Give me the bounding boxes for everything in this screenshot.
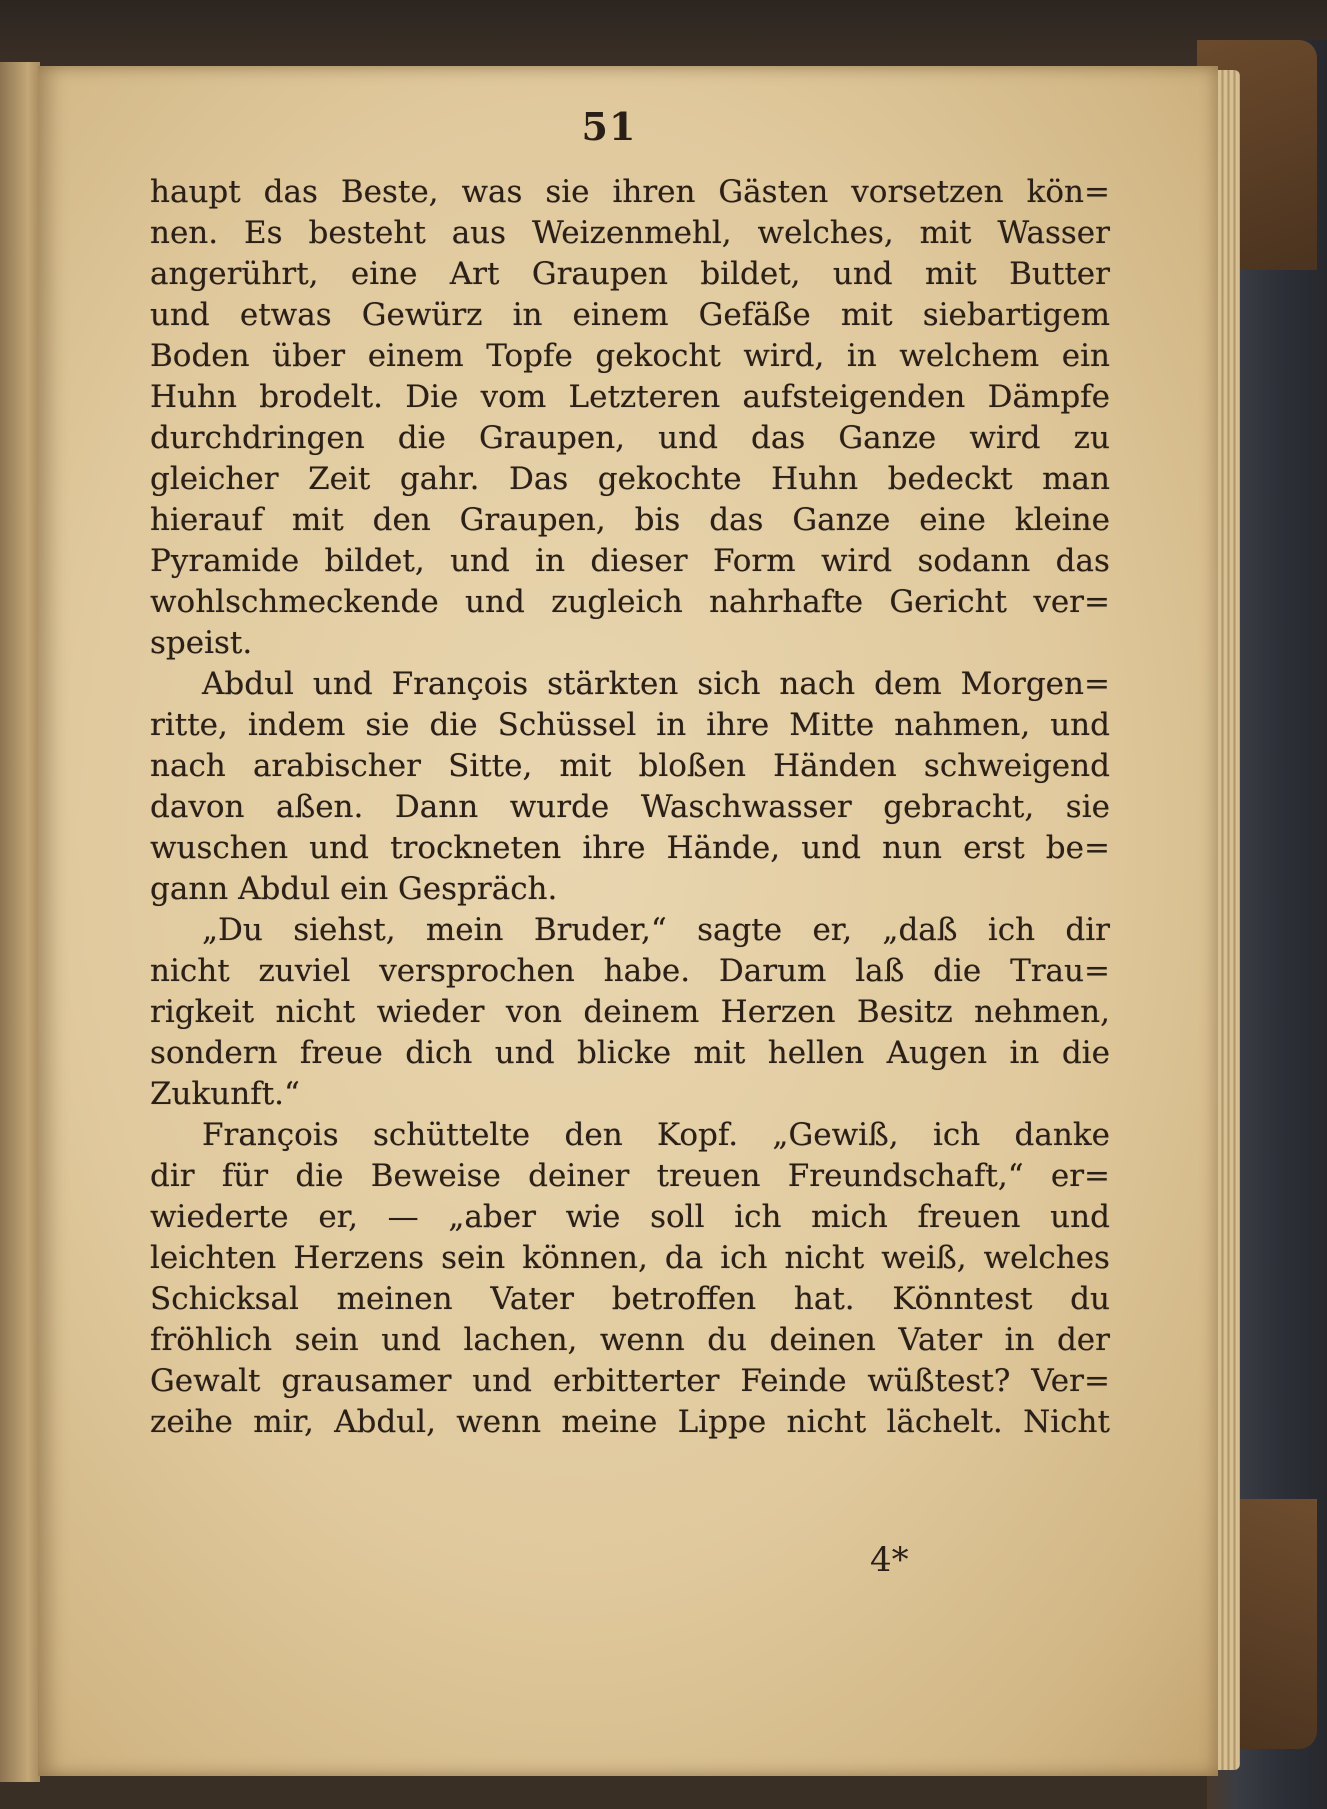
text-line	[150, 705, 1110, 746]
word: das	[709, 502, 764, 538]
word: laß	[855, 953, 905, 989]
word: du	[1070, 1281, 1110, 1317]
word: und	[658, 420, 718, 456]
word: bloßen	[638, 748, 746, 784]
word: stärkten	[547, 666, 679, 702]
word: einem	[572, 297, 669, 333]
word: mein	[425, 912, 504, 948]
word: François	[202, 1117, 339, 1153]
word: angerührt,	[150, 256, 319, 292]
word: das	[1055, 543, 1110, 579]
word: Sitte,	[448, 748, 533, 784]
word: weiß,	[881, 1240, 967, 1276]
word: Dämpfe	[987, 379, 1110, 415]
word: in	[1004, 1322, 1035, 1358]
word: welchem	[899, 338, 1040, 374]
word: aus	[451, 215, 507, 251]
word: die	[397, 420, 446, 456]
word: in	[846, 338, 877, 374]
text-line	[150, 172, 1110, 213]
word: ihre	[706, 707, 770, 743]
word: er=	[1050, 1158, 1110, 1194]
word: brodelt.	[259, 379, 383, 415]
word: Besitz	[856, 994, 953, 1030]
word: was	[461, 174, 523, 210]
word: wüßtest?	[867, 1363, 1011, 1399]
word: mich	[811, 1199, 888, 1235]
word: vom	[480, 379, 547, 415]
word: Herzens	[293, 1240, 425, 1276]
word: Zukunft.“	[150, 1076, 300, 1112]
word: hat.	[793, 1281, 855, 1317]
word: das	[263, 174, 318, 210]
word: „daß	[882, 912, 958, 948]
word: du	[707, 1322, 748, 1358]
word: Beste,	[340, 174, 439, 210]
word: und	[494, 1035, 555, 1071]
word: dem	[874, 666, 942, 702]
word: aufsteigenden	[742, 379, 966, 415]
word: Pyramide	[150, 543, 300, 579]
word: Freundschaft,“	[787, 1158, 1024, 1194]
text-line	[150, 500, 1110, 541]
word: durchdringen	[150, 420, 365, 456]
signature-mark: 4*	[870, 1540, 909, 1580]
word: mit	[840, 297, 893, 333]
word: sich	[697, 666, 761, 702]
word: Beweise	[370, 1158, 501, 1194]
word: Könntest	[892, 1281, 1033, 1317]
word: welches	[983, 1240, 1110, 1276]
word: deiner	[528, 1158, 630, 1194]
word: ihren	[612, 174, 696, 210]
word: „Du	[202, 912, 263, 948]
word: Gericht	[889, 584, 1007, 620]
word: sein	[294, 1322, 359, 1358]
word: Trau=	[1010, 953, 1110, 989]
text-line	[150, 787, 1110, 828]
word: und	[1050, 707, 1110, 743]
word: ritte,	[150, 707, 228, 743]
text-line	[150, 377, 1110, 418]
word: einem	[367, 338, 464, 374]
text-line	[150, 336, 1110, 377]
text-line	[150, 1238, 1110, 1279]
word: dich	[405, 1035, 473, 1071]
word: besteht	[308, 215, 426, 251]
word: Dann	[394, 789, 479, 825]
word: Lippe	[677, 1404, 767, 1440]
text-line	[150, 869, 1110, 910]
word: soll	[650, 1199, 705, 1235]
word: lachen,	[463, 1322, 578, 1358]
word: ich	[720, 1240, 768, 1276]
word: er,	[812, 912, 853, 948]
word: hellen	[767, 1035, 865, 1071]
text-line	[150, 582, 1110, 623]
word: dir	[150, 1158, 195, 1194]
word: Boden	[150, 338, 250, 374]
word: sodann	[917, 543, 1031, 579]
word: und	[312, 666, 373, 702]
facing-page-edge	[0, 62, 40, 1782]
word: rigkeit	[150, 994, 255, 1030]
word: Schicksal	[150, 1281, 299, 1317]
text-line	[150, 1115, 1110, 1156]
word: Wasser	[997, 215, 1110, 251]
word: wenn	[599, 1322, 685, 1358]
word: dieser	[590, 543, 688, 579]
word: Ganze	[792, 502, 891, 538]
word: meinen	[336, 1281, 453, 1317]
word: das	[751, 420, 806, 456]
word: Das	[508, 461, 569, 497]
word: und	[832, 256, 893, 292]
text-line	[150, 254, 1110, 295]
word: wieder	[376, 994, 485, 1030]
word: ver=	[1033, 584, 1110, 620]
word: nach	[779, 666, 856, 702]
text-line	[150, 295, 1110, 336]
word: Topfe	[486, 338, 573, 374]
word: kön=	[1026, 174, 1110, 210]
word: Herzen	[720, 994, 836, 1030]
text-line	[150, 992, 1110, 1033]
word: Graupen,	[478, 420, 626, 456]
word: danke	[1014, 1117, 1110, 1153]
word: schüttelte	[372, 1117, 531, 1153]
text-line	[150, 1033, 1110, 1074]
word: zu	[1073, 420, 1110, 456]
word: wohlschmeckende	[150, 584, 439, 620]
word: gleicher	[150, 461, 279, 497]
text-line	[150, 1320, 1110, 1361]
word: freue	[299, 1035, 383, 1071]
word: leichten	[150, 1240, 277, 1276]
word: versprochen	[379, 953, 575, 989]
word: sondern	[150, 1035, 278, 1071]
word: kleine	[1014, 502, 1110, 538]
word: Graupen,	[459, 502, 606, 538]
word: schweigend	[923, 748, 1110, 784]
word: habe.	[603, 953, 691, 989]
word: be=	[1045, 830, 1110, 866]
word: und	[309, 830, 369, 866]
word: ich	[932, 1117, 981, 1153]
word: und	[472, 1363, 533, 1399]
word: Bruder,“	[533, 912, 667, 948]
word: gekocht	[595, 338, 721, 374]
text-line	[150, 1361, 1110, 1402]
word: trockneten	[390, 830, 562, 866]
word: betroffen	[611, 1281, 757, 1317]
word: eine	[350, 256, 418, 292]
text-line	[150, 828, 1110, 869]
word: grausamer	[281, 1363, 452, 1399]
word: lächelt.	[886, 1404, 1003, 1440]
word: gekochte	[597, 461, 742, 497]
word: für	[221, 1158, 269, 1194]
word: die	[429, 707, 478, 743]
word: wie	[565, 1199, 621, 1235]
word: Abdul	[238, 871, 340, 907]
word: bildet,	[700, 256, 801, 292]
word: dir	[1065, 912, 1110, 948]
word: Die	[405, 379, 459, 415]
word: Augen	[886, 1035, 988, 1071]
word: nen.	[150, 215, 219, 251]
word: gann	[150, 871, 239, 907]
word: sein	[441, 1240, 506, 1276]
word: die	[933, 953, 982, 989]
word: Mitte	[789, 707, 875, 743]
word: da	[664, 1240, 704, 1276]
text-line	[150, 623, 1110, 664]
word: François	[391, 666, 529, 702]
word: „Gewiß,	[772, 1117, 899, 1153]
word: sie	[365, 707, 410, 743]
word: sagte	[697, 912, 783, 948]
text-line	[150, 910, 1110, 951]
word: wird	[821, 543, 893, 579]
word: Huhn	[771, 461, 859, 497]
word: mit	[925, 256, 977, 292]
word: Nicht	[1023, 1404, 1110, 1440]
word: der	[1056, 1322, 1110, 1358]
word: gebracht,	[883, 789, 1035, 825]
word: aßen.	[276, 789, 364, 825]
word: wurde	[509, 789, 610, 825]
word: sie	[545, 174, 590, 210]
word: von	[505, 994, 562, 1030]
word: vorsetzen	[851, 174, 1004, 210]
word: wird	[969, 420, 1041, 456]
text-line	[150, 951, 1110, 992]
word: Waschwasser	[640, 789, 852, 825]
word: nahrhafte	[709, 584, 864, 620]
word: nach	[150, 748, 226, 784]
word: blicke	[576, 1035, 672, 1071]
word: den	[372, 502, 431, 538]
word: Butter	[1009, 256, 1110, 292]
word: Vater	[490, 1281, 574, 1317]
word: Morgen=	[960, 666, 1110, 702]
word: und	[150, 297, 210, 333]
word: wenn	[456, 1404, 542, 1440]
word: Hände,	[666, 830, 781, 866]
word: erst	[963, 830, 1025, 866]
body-text	[150, 172, 1110, 1443]
text-line	[150, 746, 1110, 787]
word: die	[295, 1158, 344, 1194]
word: in	[512, 297, 543, 333]
word: wuschen	[150, 830, 289, 866]
word: mir,	[253, 1404, 314, 1440]
word: wird,	[743, 338, 825, 374]
text-line	[150, 1279, 1110, 1320]
word: Weizenmehl,	[531, 215, 732, 251]
word: „aber	[448, 1199, 536, 1235]
word: deinen	[769, 1322, 876, 1358]
word: nun	[882, 830, 943, 866]
word: nehmen,	[974, 994, 1110, 1030]
word: Ganze	[838, 420, 937, 456]
word: mit	[559, 748, 612, 784]
word: zuviel	[258, 953, 351, 989]
word: arabischer	[252, 748, 421, 784]
page-number: 51	[581, 104, 637, 149]
word: Zeit	[308, 461, 371, 497]
word: Kopf.	[657, 1117, 739, 1153]
word: ich	[987, 912, 1036, 948]
word: eine	[919, 502, 986, 538]
scanner-background	[0, 0, 1327, 70]
text-line	[150, 213, 1110, 254]
word: fröhlich	[150, 1322, 273, 1358]
word: Schüssel	[497, 707, 637, 743]
word: in	[1009, 1035, 1040, 1071]
word: über	[272, 338, 346, 374]
text-line	[150, 664, 1110, 705]
word: in	[535, 543, 566, 579]
word: und	[465, 584, 525, 620]
word: siehst,	[293, 912, 396, 948]
text-line	[150, 1074, 1110, 1115]
word: treuen	[656, 1158, 761, 1194]
word: Graupen	[531, 256, 668, 292]
word: Gewürz	[361, 297, 483, 333]
word: und	[450, 543, 510, 579]
word: Letzteren	[568, 379, 721, 415]
word: nicht	[784, 1240, 865, 1276]
word: nicht	[786, 1404, 867, 1440]
word: Abdul	[202, 666, 294, 702]
word: Feinde	[740, 1363, 847, 1399]
word: die	[1061, 1035, 1110, 1071]
word: gahr.	[399, 461, 480, 497]
word: Darum	[718, 953, 827, 989]
word: erbitterter	[552, 1363, 720, 1399]
word: indem	[247, 707, 346, 743]
word: Form	[712, 543, 796, 579]
word: man	[1042, 461, 1110, 497]
text-line	[150, 418, 1110, 459]
word: welches,	[757, 215, 894, 251]
word: nahmen,	[894, 707, 1031, 743]
word: nicht	[275, 994, 356, 1030]
word: in	[656, 707, 687, 743]
word: sie	[1065, 789, 1110, 825]
word: Gespräch.	[398, 871, 558, 907]
word: und	[381, 1322, 441, 1358]
word: meine	[561, 1404, 658, 1440]
word: hierauf	[150, 502, 263, 538]
word: zeihe	[150, 1404, 233, 1440]
word: nicht	[150, 953, 230, 989]
word: bis	[634, 502, 681, 538]
word: Huhn	[150, 379, 237, 415]
word: Gästen	[718, 174, 829, 210]
word: haupt	[150, 174, 241, 210]
word: Gewalt	[150, 1363, 261, 1399]
word: Vater	[898, 1322, 983, 1358]
word: er,	[318, 1199, 358, 1235]
word: Art	[449, 256, 500, 292]
text-line	[150, 1197, 1110, 1238]
word: ich	[734, 1199, 782, 1235]
word: —	[387, 1199, 419, 1235]
word: Abdul,	[334, 1404, 436, 1440]
word: bedeckt	[887, 461, 1013, 497]
text-line	[150, 1156, 1110, 1197]
word: davon	[150, 789, 245, 825]
word: mit	[291, 502, 344, 538]
word: können,	[522, 1240, 648, 1276]
word: Es	[244, 215, 283, 251]
word: deinem	[583, 994, 700, 1030]
word: ihre	[582, 830, 646, 866]
word: mit	[693, 1035, 746, 1071]
word: ein	[1061, 338, 1110, 374]
word: Gefäße	[698, 297, 811, 333]
text-line	[150, 459, 1110, 500]
word: ein	[339, 871, 399, 907]
word: Ver=	[1031, 1363, 1110, 1399]
word: und	[1050, 1199, 1110, 1235]
word: speist.	[150, 625, 253, 661]
word: etwas	[239, 297, 332, 333]
word: freuen	[917, 1199, 1021, 1235]
word: zugleich	[551, 584, 683, 620]
word: mit	[919, 215, 972, 251]
word: den	[564, 1117, 623, 1153]
text-line	[150, 1402, 1110, 1443]
word: Händen	[773, 748, 897, 784]
text-line	[150, 541, 1110, 582]
word: und	[801, 830, 861, 866]
word: bildet,	[324, 543, 425, 579]
word: siebartigem	[922, 297, 1110, 333]
word: wiederte	[150, 1199, 289, 1235]
